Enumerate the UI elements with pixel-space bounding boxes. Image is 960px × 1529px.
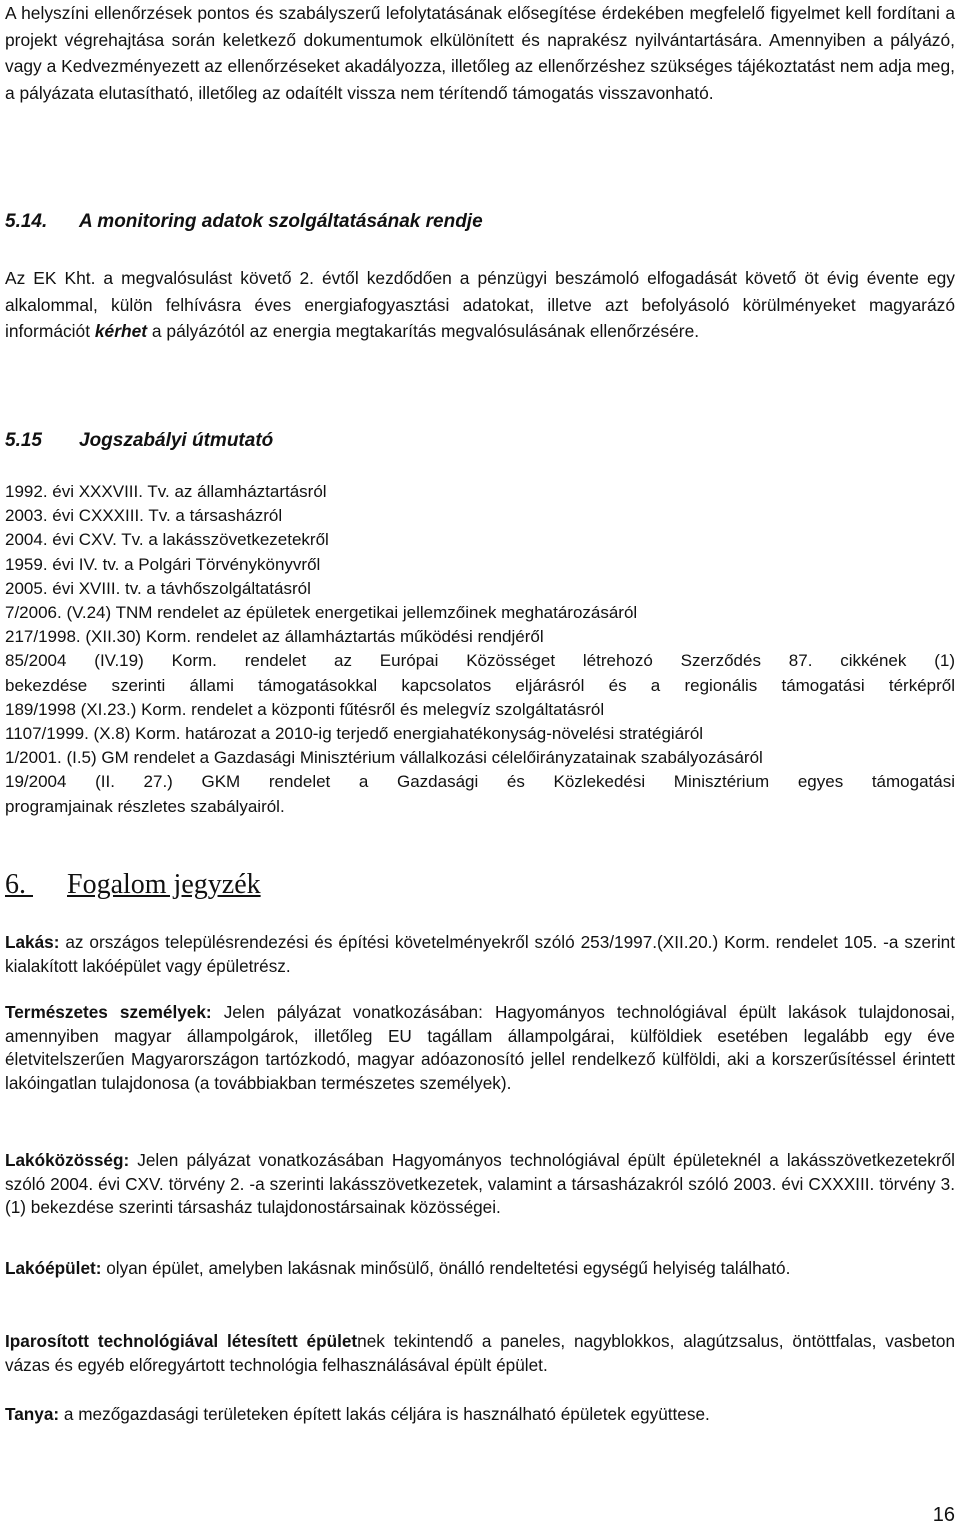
monitoring-text-before: Az EK Kht. a megvalósulást követő 2. évtől kezdődően a pénzügyi beszámoló elfogadását követő öt évig évente egy alkalommal, külön felhívásra éves energiafogyasztási adatokat, illetve azt befolyásoló körülményeket magyarázó információt: [5, 268, 955, 342]
section-heading-5-15: [5, 430, 273, 452]
monitoring-emphasis: kérhet: [94, 321, 148, 342]
definition-tanya: [5, 1403, 955, 1427]
intro-paragraph: A helyszíni ellenőrzések pontos és szabályszerű lefolytatásának elősegítése érdekében megfelelő figyelmet kell fordítani a projekt végrehajtása során keletkező dokumentumok elkülönített és naprakész nyilvántartására. Amennyiben a pályázó, vagy a Kedvezményezett az ellenőrzéseket akadályozza, illetőleg az ellenőrzéshez szükséges tájékoztatást nem adja meg, a pályázata elutasítható, illetőleg az odaítélt vissza nem térítendő támogatás visszavonható.: [5, 3, 955, 103]
chapter-title: Fogalom jegyzék: [67, 869, 261, 900]
section-title: A monitoring adatok szolgáltatásának rendje: [79, 211, 483, 232]
definition-term: Tanya:: [5, 1404, 60, 1424]
law-item: 2004. évi CXV. Tv. a lakásszövetkezetekről: [5, 530, 329, 550]
law-item: 1992. évi XXXVIII. Tv. az államháztartásról: [5, 482, 327, 501]
definition-lakoepulet: [5, 1257, 955, 1281]
section-title: Jogszabályi útmutató: [79, 430, 274, 451]
monitoring-paragraph: [5, 265, 955, 345]
definition-termeszetes-szemelyek: [5, 1001, 955, 1095]
chapter-number: 6.: [5, 869, 26, 900]
definition-lakas: [5, 931, 955, 978]
chapter-underline-gap: [26, 869, 67, 901]
law-item: 19/2004 (II. 27.) GKM rendelet a Gazdasági és Közlekedési Minisztérium egyes támogatási: [5, 772, 955, 792]
section-heading-5-14: [5, 211, 483, 233]
law-item-continuation: bekezdése szerinti állami támogatásokkal kapcsolatos eljárásról és a regionális támogatási térképről: [5, 675, 955, 695]
law-item: 1959. évi IV. tv. a Polgári Törvénykönyvről: [5, 554, 321, 574]
page-number: 16: [932, 1504, 955, 1526]
section-number: 5.14.: [5, 211, 48, 232]
law-list: [5, 480, 955, 819]
law-item: 217/1998. (XII.30) Korm. rendelet az államháztartás működési rendjéről: [5, 627, 544, 647]
law-item: 2003. évi CXXXIII. Tv. a társasházról: [5, 506, 283, 526]
definition-text: nek tekintendő a paneles, nagyblokkos, alagútzsalus, öntöttfalas, vasbeton vázas és egyéb előregyártott technológia felhasználásával épült épület.: [5, 1331, 956, 1375]
definition-term: Természetes személyek:: [5, 1002, 212, 1022]
definition-term: Lakás:: [5, 932, 60, 952]
definition-lakokozosseg: [5, 1149, 955, 1220]
law-item: 1107/1999. (X.8) Korm. határozat a 2010-ig terjedő energiahatékonyság-növelési stratégiáról: [5, 724, 704, 744]
definition-text: a mezőgazdasági területeken épített lakás céljára is használható épületek együttese.: [59, 1404, 710, 1424]
law-item: 85/2004 (IV.19) Korm. rendelet az Európai Közösséget létrehozó Szerződés 87. cikkének (1): [5, 651, 955, 671]
definition-text: olyan épület, amelyben lakásnak minősülő, önálló rendeltetési egységű helyiség található.: [101, 1258, 791, 1278]
section-number: 5.15: [5, 430, 42, 451]
chapter-heading: [5, 869, 261, 901]
law-item: 189/1998 (XI.23.) Korm. rendelet a központi fűtésről és melegvíz szolgáltatásról: [5, 699, 605, 719]
law-item: 1/2001. (I.5) GM rendelet a Gazdasági Minisztérium vállalkozási célelőirányzatainak szabályozásáról: [5, 748, 763, 768]
definition-text: az országos településrendezési és építési követelményekről szóló 253/1997.(XII.20.) Korm. rendelet 105. -a szerint kialakított lakóépület vagy épületrész.: [5, 932, 955, 976]
definition-term: Iparosított technológiával létesített épület: [5, 1331, 358, 1351]
monitoring-text-after: a pályázótól az energia megtakarítás megvalósulásának ellenőrzésére.: [147, 321, 700, 342]
definition-iparositott: [5, 1330, 955, 1377]
law-item-continuation: programjainak részletes szabályairól.: [5, 796, 285, 816]
definition-term: Lakóépület:: [5, 1258, 102, 1278]
law-item: 7/2006. (V.24) TNM rendelet az épületek energetikai jellemzőinek meghatározásáról: [5, 603, 638, 623]
definition-text: Jelen pályázat vonatkozásában Hagyományos technológiával épült épületeknél a lakásszövetkezetekről szóló 2004. évi CXV. törvény 2. -a szerinti lakásszövetkezetek, valamint a társasházakról szóló 2003. évi CXXXIII. törvény 3. (1) bekezdése szerinti társasház tulajdonostársainak közösségei.: [5, 1150, 955, 1218]
definition-term: Lakóközösség:: [5, 1150, 130, 1170]
definition-text: Jelen pályázat vonatkozásában: Hagyományos technológiával épült lakások tulajdonosai, amennyiben magyar állampolgárok, illetőleg EU tagállam állampolgárai, külföldiek esetében legalább egy éve életvitelszerűen Magyarországon tartózkodó, magyar adóazonosító jellel rendelkező külföldi, aki a korszerűsítéssel érintett lakóingatlan tulajdonosa (a továbbiakban természetes személyek).: [5, 1002, 955, 1093]
law-item: 2005. évi XVIII. tv. a távhőszolgáltatásról: [5, 578, 311, 598]
